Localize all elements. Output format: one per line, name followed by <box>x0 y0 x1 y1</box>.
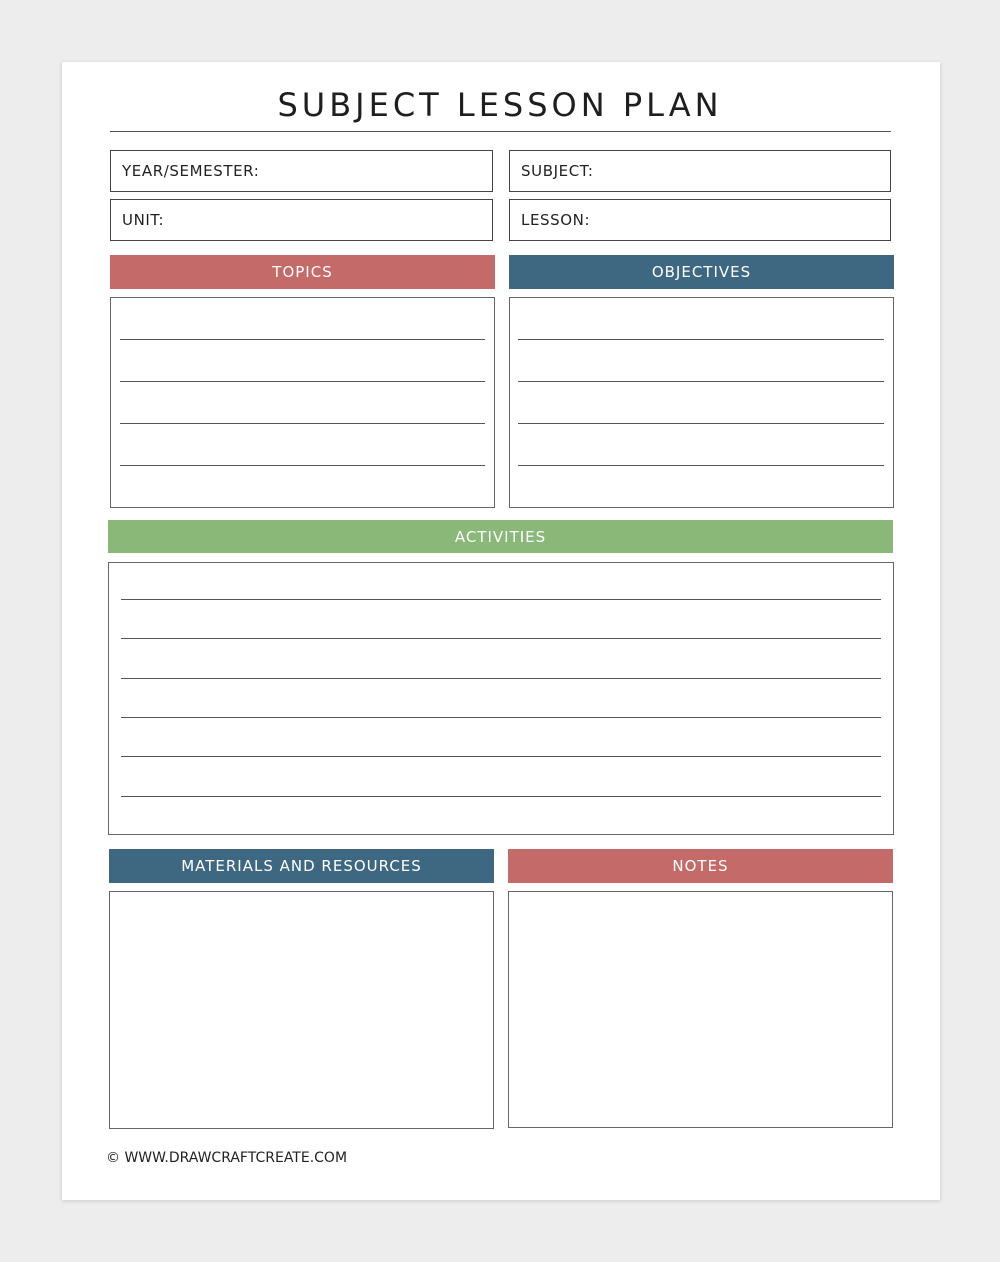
writing-line <box>121 638 881 639</box>
copyright-footer: © WWW.DRAWCRAFTCREATE.COM <box>106 1150 348 1166</box>
notes-label: NOTES <box>672 857 729 875</box>
page-title: SUBJECT LESSON PLAN <box>277 86 723 124</box>
lesson-field[interactable] <box>509 199 891 241</box>
materials-header <box>109 849 494 883</box>
writing-line <box>120 381 485 382</box>
materials-label: MATERIALS AND RESOURCES <box>181 857 422 875</box>
writing-line <box>518 339 884 340</box>
writing-line <box>121 756 881 757</box>
writing-line <box>121 796 881 797</box>
topics-box[interactable] <box>110 297 495 508</box>
objectives-header <box>509 255 894 289</box>
topics-label: TOPICS <box>272 263 333 281</box>
objectives-box[interactable] <box>509 297 894 508</box>
unit-label: UNIT: <box>122 211 165 229</box>
writing-line <box>120 423 485 424</box>
writing-line <box>120 339 485 340</box>
title-divider <box>110 131 891 132</box>
writing-line <box>518 423 884 424</box>
unit-field[interactable] <box>110 199 493 241</box>
writing-line <box>121 717 881 718</box>
subject-field[interactable] <box>509 150 891 192</box>
activities-label: ACTIVITIES <box>454 527 547 546</box>
notes-header <box>508 849 893 883</box>
activities-box[interactable] <box>108 562 894 835</box>
writing-line <box>518 381 884 382</box>
topics-header <box>110 255 495 289</box>
writing-line <box>121 599 881 600</box>
materials-box[interactable] <box>109 891 494 1129</box>
activities-header <box>108 520 893 553</box>
writing-line <box>121 678 881 679</box>
year-semester-field[interactable] <box>110 150 493 192</box>
lesson-label: LESSON: <box>521 211 591 229</box>
notes-box[interactable] <box>508 891 893 1128</box>
writing-line <box>120 465 485 466</box>
writing-line <box>518 465 884 466</box>
year-semester-label: YEAR/SEMESTER: <box>122 162 260 180</box>
subject-label: SUBJECT: <box>521 162 594 180</box>
objectives-label: OBJECTIVES <box>651 263 752 281</box>
